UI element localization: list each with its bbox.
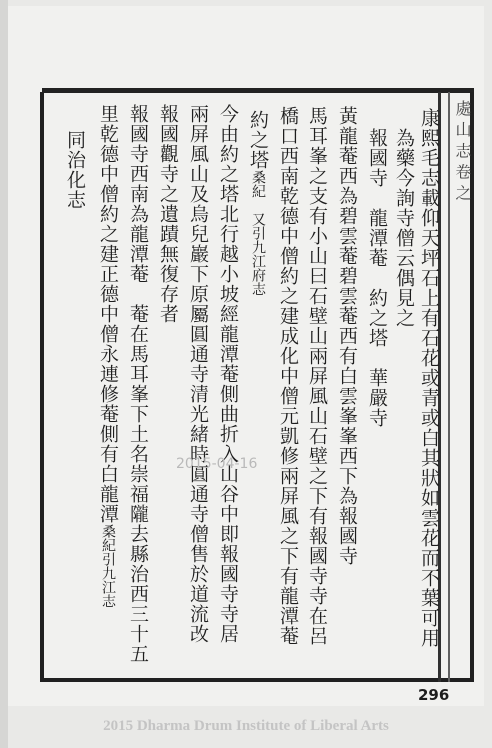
text-column-2	[391, 128, 416, 328]
column-text: 報國寺 龍潭菴 約之塔 華嚴寺	[366, 128, 388, 428]
date-stamp: 2015-04-16	[176, 456, 258, 472]
column-text: 兩屏風山及烏兒巖下原屬圓通寺清光緒時圓通寺僧售於道流改	[187, 104, 209, 644]
column-note: 桑紀引九江志	[100, 524, 116, 608]
scan-left-edge	[0, 0, 8, 748]
text-column-13	[62, 130, 87, 210]
text-column-6	[275, 106, 300, 646]
text-column-5	[304, 106, 329, 646]
column-text: 同治化志	[64, 130, 86, 210]
column-text: 約之塔	[247, 110, 269, 170]
text-column-9	[185, 104, 210, 644]
text-column-7	[245, 110, 270, 296]
column-text: 黃龍菴西為碧雲菴碧雲菴西有白雲峯峯西下為報國寺	[336, 106, 358, 566]
column-text: 康熙毛志載仰天坪石上有石花或青或白其狀如雲花而不葉可用	[418, 108, 440, 648]
column-text: 馬耳峯之支有小山曰石壁山兩屏風山石壁之下有報國寺寺在呂	[306, 106, 328, 646]
text-column-11	[125, 104, 150, 664]
text-column-10	[155, 104, 180, 324]
text-column-1	[416, 108, 441, 648]
text-column-4	[334, 106, 359, 566]
column-text: 報國觀寺之遺蹟無復存者	[157, 104, 179, 324]
column-note: 桑紀 又引九江府志	[250, 170, 266, 296]
column-text: 里乾德中僧約之建正德中僧永連修菴側有白龍潭	[97, 104, 119, 524]
text-column-8	[215, 104, 240, 644]
page-number: 296	[418, 686, 450, 704]
column-text: 橋口西南乾德中僧約之建成化中僧元凱修兩屏風之下有龍潭菴	[277, 106, 299, 646]
watermark: 2015 Dharma Drum Institute of Liberal Arts	[103, 718, 389, 734]
column-text: 為藥今詢寺僧云偶見之	[393, 128, 415, 328]
column-text: 今由約之塔北行越小坡經龍潭菴側曲折入山谷中即報國寺寺居	[217, 104, 239, 644]
fold-line-outer	[448, 92, 450, 682]
column-text: 報國寺西南為龍潭菴 菴在馬耳峯下土名崇福隴去縣治西三十五	[127, 104, 149, 664]
text-column-3	[364, 128, 389, 428]
fold-marks: 處 山 志 卷 之	[453, 100, 472, 201]
text-column-12	[95, 104, 120, 608]
